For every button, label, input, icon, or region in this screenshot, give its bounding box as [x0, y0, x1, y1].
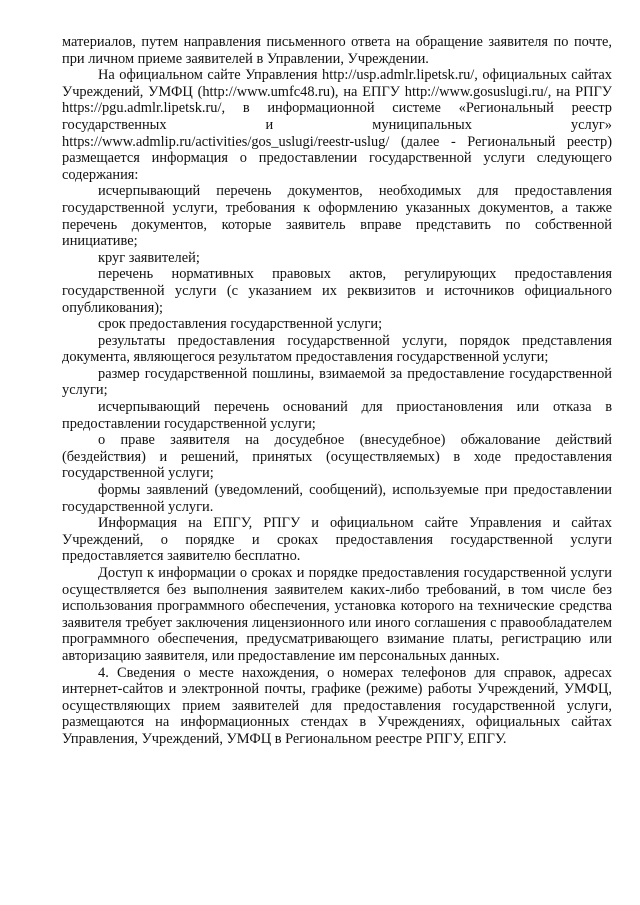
- list-item-documents: исчерпывающий перечень документов, необходимых для предоставления государственной услуги, требования к оформлению указанных документов, а также перечень документов, которые заявитель вправе представить по собственной инициативе;: [62, 183, 612, 250]
- list-item-legal-acts: перечень нормативных правовых актов, регулирующих предоставления государственной услуги (с указанием их реквизитов и источников официального опубликования);: [62, 266, 612, 316]
- list-item-deadline: срок предоставления государственной услуги;: [98, 316, 383, 333]
- paragraph-official-sites: На официальном сайте Управления http://usp.admlr.lipetsk.ru/, официальных сайтах Учреждений, УМФЦ (http://www.umfc48.ru), на ЕПГУ http://www.gosuslugi.ru/, на РПГУ https://pgu.admlr.lipetsk.ru/, в информационной системе «Региональный реестр государственных и муниципальных услуг» https://www.admlip.ru/activities/gos_uslugi/reestr-uslug/ (далее - Региональный реестр) размещается информация о предоставлении государственной услуги следующего содержания:: [62, 67, 612, 183]
- document-page: [62, 34, 612, 748]
- list-item-refusal-grounds: исчерпывающий перечень оснований для приостановления или отказа в предоставлении государственной услуги;: [62, 399, 612, 432]
- paragraph-access: Доступ к информации о сроках и порядке предоставления государственной услуги осуществляется без выполнения заявителем каких-либо требований, в том числе без использования программного обеспечения, установка которого на технические средства заявителя требует заключения лицензионного или иного соглашения с правообладателем программного обеспечения, предусматривающего взимание платы, регистрацию или авторизацию заявителя, или предоставление им персональных данных.: [62, 565, 612, 664]
- paragraph-free-info: Информация на ЕПГУ, РПГУ и официальном сайте Управления и сайтах Учреждений, о порядке и сроках предоставления государственной услуги предоставляется заявителю бесплатно.: [62, 515, 612, 565]
- list-item-applicants: круг заявителей;: [98, 249, 200, 266]
- list-item-results: результаты предоставления государственной услуги, порядок представления документа, являющегося результатом предоставления государственной услуги;: [62, 332, 612, 366]
- paragraph-section-4: 4. Сведения о месте нахождения, о номерах телефонов для справок, адресах интернет-сайтов и электронной почты, графике (режиме) работы Учреждений, УМФЦ, осуществляющих прием заявителей для предоставления государственной услуги, размещаются на информационных стендах в Учреждениях, официальных сайтах Управления, Учреждений, УМФЦ в Региональном реестре РПГУ, ЕПГУ.: [62, 664, 612, 747]
- paragraph-continuation: материалов, путем направления письменного ответа на обращение заявителя по почте, при личном приеме заявителей в Управлении, Учреждении.: [62, 34, 612, 67]
- list-item-forms: формы заявлений (уведомлений, сообщений), используемые при предоставлении государственной услуги.: [62, 482, 612, 515]
- list-item-appeal-right: о праве заявителя на досудебное (внесудебное) обжалование действий (бездействия) и решений, принятых (осуществляемых) в ходе предоставления государственной услуги;: [62, 432, 612, 482]
- list-item-fee: размер государственной пошлины, взимаемой за предоставление государственной услуги;: [62, 365, 612, 399]
